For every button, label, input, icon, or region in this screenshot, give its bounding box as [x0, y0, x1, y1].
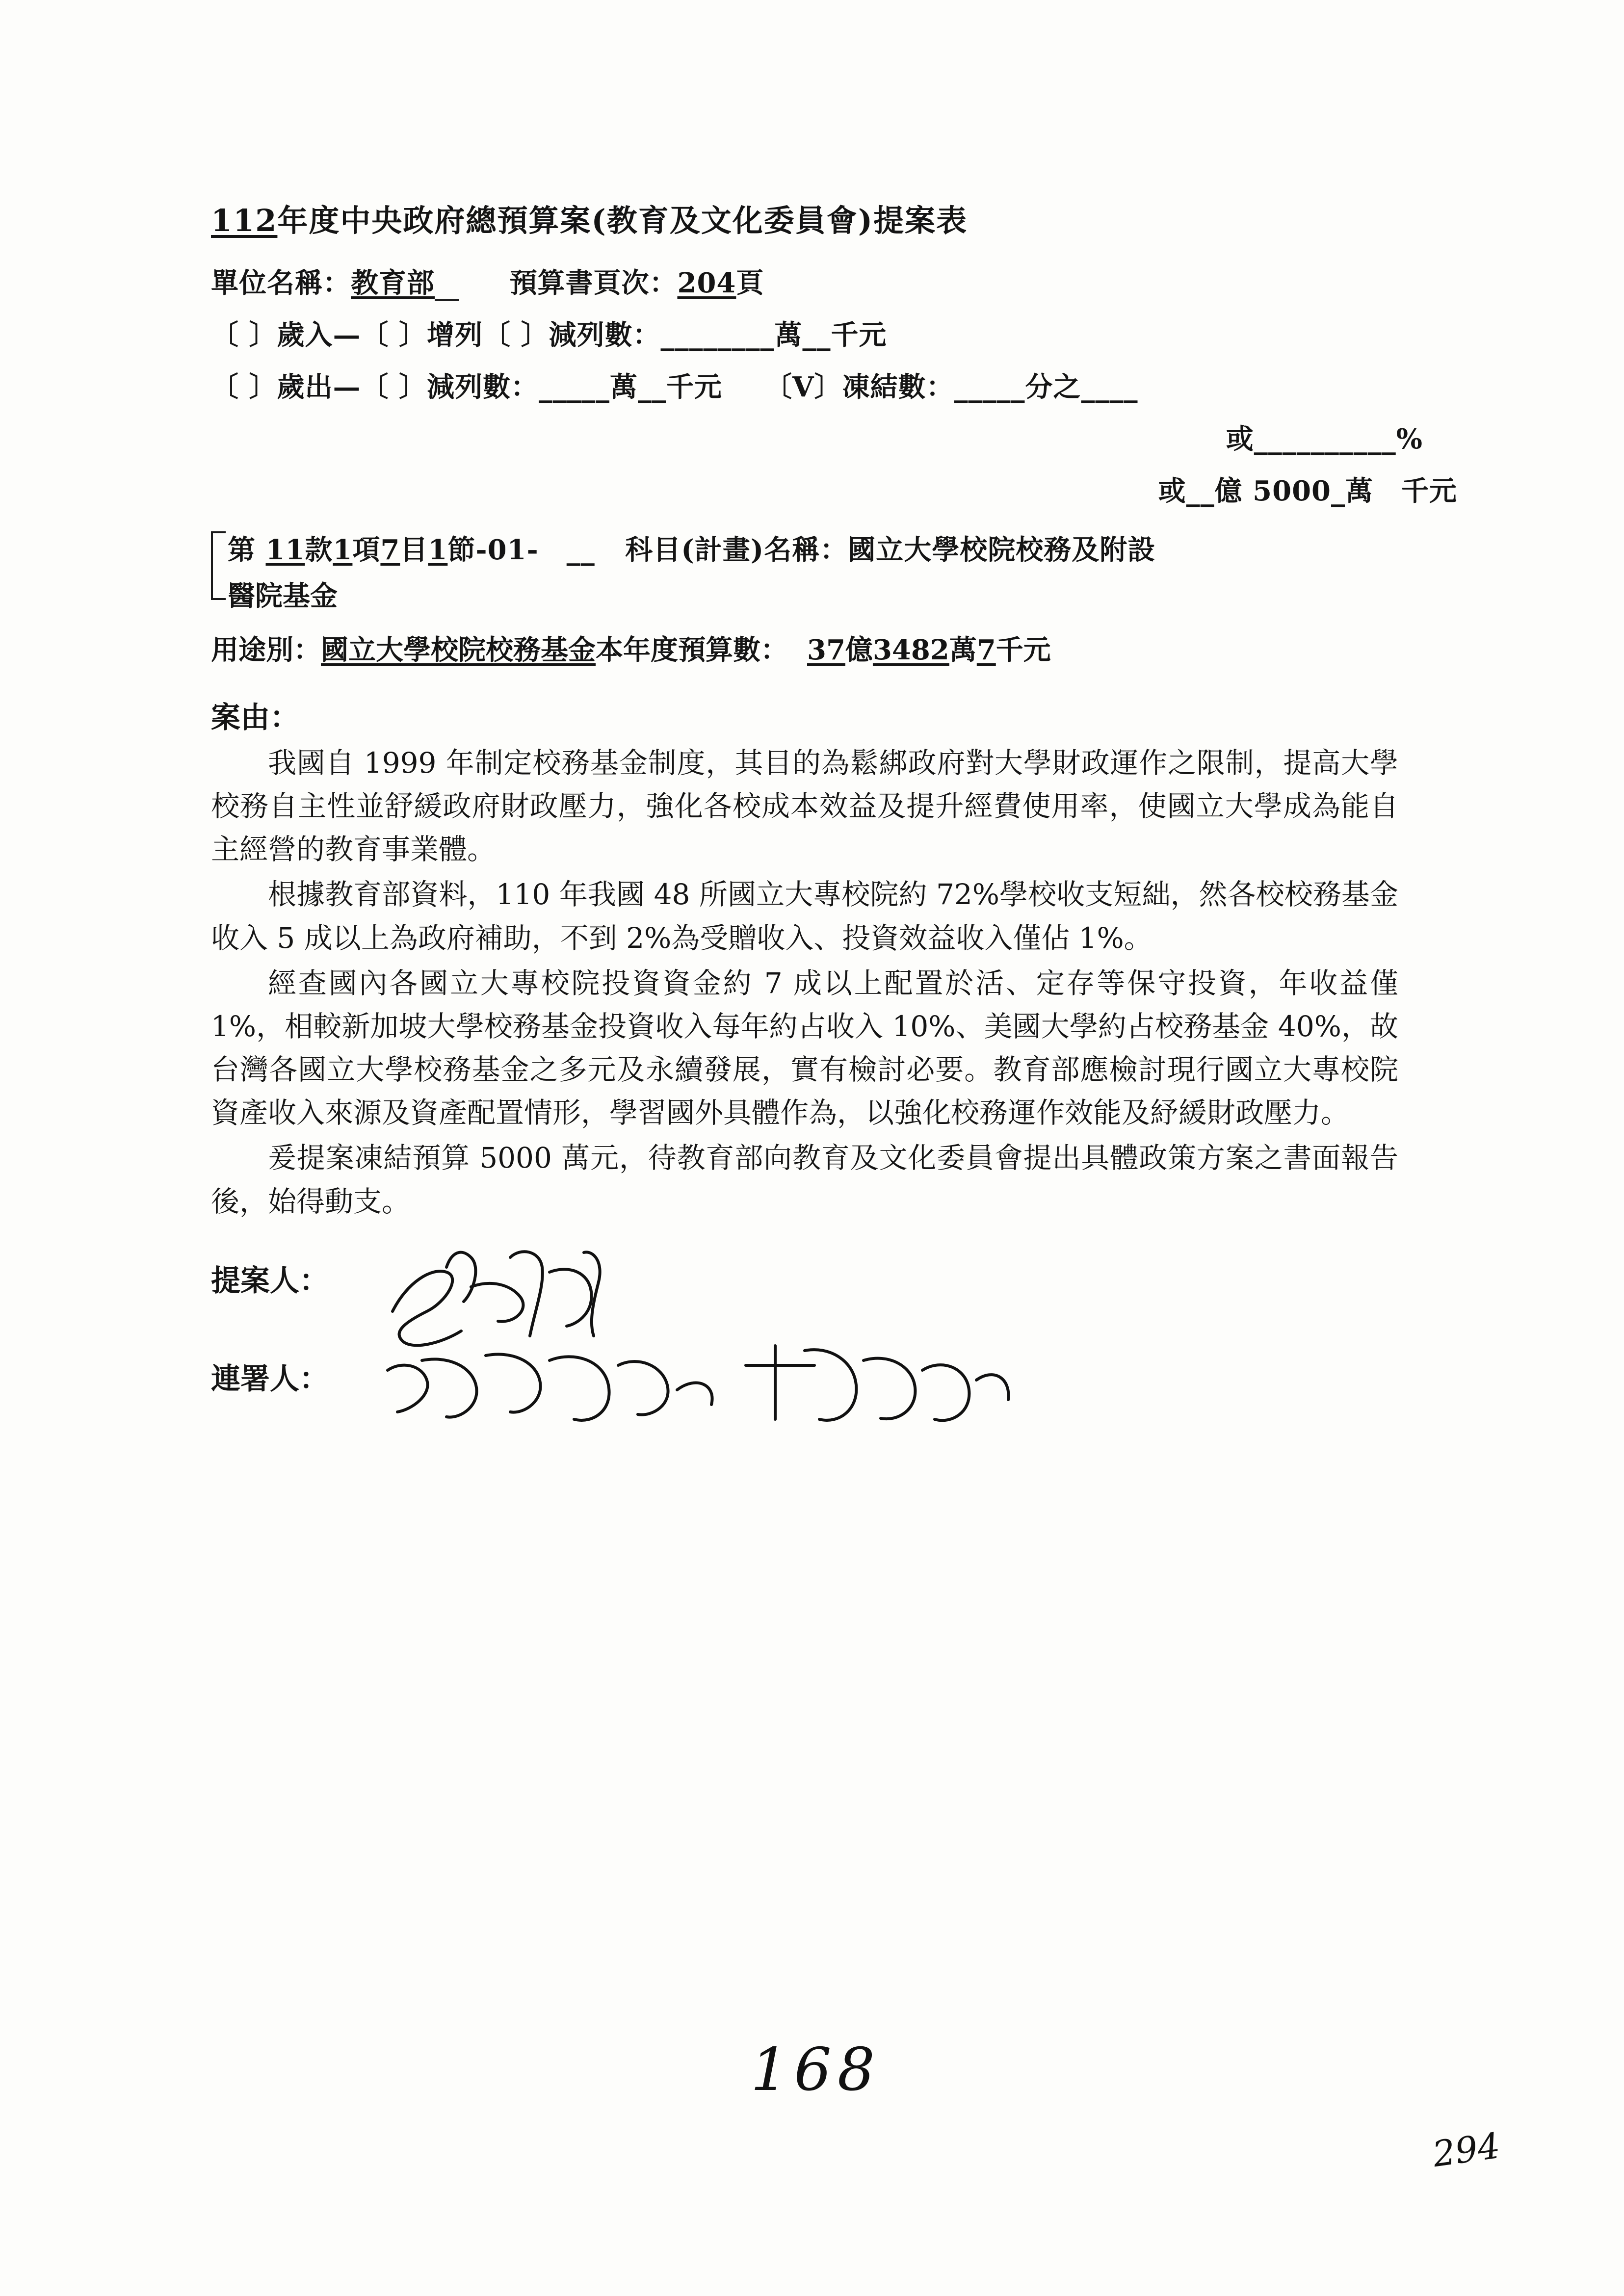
proposer-label: 提案人： [211, 1263, 329, 1298]
cosigner-signature [373, 1331, 1354, 1449]
paragraph-2: 根據教育部資料，110 年我國 48 所國立大專校院約 72%學校收支短絀，然各校校務基金收入 5 成以上為政府補助，不到 2%為受贈收入、投資效益收入僅佔 1%。 [211, 878, 1398, 955]
item-mu: 7 [380, 534, 400, 566]
budget-label: 本年度預算數： [596, 634, 788, 666]
title-text: 年度中央政府總預算案(教育及文化委員會)提案表 [277, 203, 968, 238]
item-prefix: 第 [228, 534, 256, 566]
usage-line [211, 628, 1467, 668]
item-kuan-label: 款 [305, 534, 333, 566]
item-jie: 1 [428, 534, 448, 566]
item-xiang: 1 [333, 534, 353, 566]
paragraph-1: 我國自 1999 年制定校務基金制度，其目的為鬆綁政府對大學財政運作之限制，提高大學校務自主性並舒緩政府財政壓力，強化各校成本效益及提升經費使用率，使國立大學成為能自主經營的教育事業體。 [211, 746, 1398, 866]
item-kuan: 11 [265, 534, 305, 566]
proposer-row [211, 1257, 1467, 1326]
proposer-signature [373, 1238, 716, 1365]
cosigner-row [211, 1356, 1467, 1424]
title-year: 112 [211, 203, 278, 238]
item-jie-label: 節-01 [447, 534, 527, 566]
page-label: 預算書頁次： [509, 267, 678, 299]
item-mu-label: 目 [400, 534, 428, 566]
budget-yi-label: 億 [845, 634, 873, 666]
or-amount-line: 或__億 5000_萬 千元 [1158, 475, 1457, 507]
handwritten-page-number: 168 [751, 2036, 881, 2104]
or-percent-line: 或__________% [1226, 423, 1423, 455]
unit-value: 教育部 [351, 267, 435, 299]
document-title [211, 196, 1467, 240]
item-xiang-label: 項 [352, 534, 381, 566]
budget-qian-label: 千元 [995, 634, 1051, 666]
budget-yi: 37 [807, 634, 845, 666]
budget-wan: 3482 [872, 634, 949, 666]
case-label: 案由： [211, 701, 299, 735]
revenue-line: 〔 〕歲入—〔 〕增列〔 〕減列數：________萬__千元 [211, 319, 887, 351]
paragraph-3: 經查國內各國立大專校院投資資金約 7 成以上配置於活、定存等保守投資，年收益僅 1%，相較新加坡大學校務基金投資收入每年約占收入 10%、美國大學約占校務基金 40%，故台灣各國立大學校務基金之多元及永續發展，實有檢討必要。教育部應檢討現行國立大專校院資產收入來源及資產配置情形，學習國外具體作為，以強化校務運作效能及紓緩財政壓力。 [211, 966, 1398, 1130]
budget-qian: 7 [976, 634, 996, 666]
unit-label: 單位名稱： [211, 267, 351, 299]
usage-label: 用途別： [211, 634, 321, 666]
item-name-label: 科目(計畫)名稱： [625, 534, 848, 566]
cosigner-label: 連署人： [211, 1361, 329, 1396]
item-name-value: 國立大學校院校務及附設 [848, 534, 1156, 566]
document-body [211, 196, 1467, 1424]
page-suffix: 頁 [736, 267, 764, 299]
unit-line [211, 261, 1467, 301]
item-dash: - __ [526, 534, 595, 566]
budget-wan-label: 萬 [949, 634, 977, 666]
item-block [211, 528, 1467, 614]
paragraph-4: 爰提案凍結預算 5000 萬元，待教育部向教育及文化委員會提出具體政策方案之書面報告後，始得動支。 [211, 1141, 1398, 1218]
page-value: 204 [677, 267, 736, 299]
expense-line: 〔 〕歲出—〔 〕減列數：_____萬__千元 〔V〕凍結數：_____分之____ [211, 371, 1138, 403]
usage-value: 國立大學校院校務基金 [321, 634, 596, 666]
item-line-continued: 醫院基金 [228, 580, 338, 612]
corner-page-number: 294 [1430, 2124, 1503, 2175]
item-line [228, 528, 1467, 568]
